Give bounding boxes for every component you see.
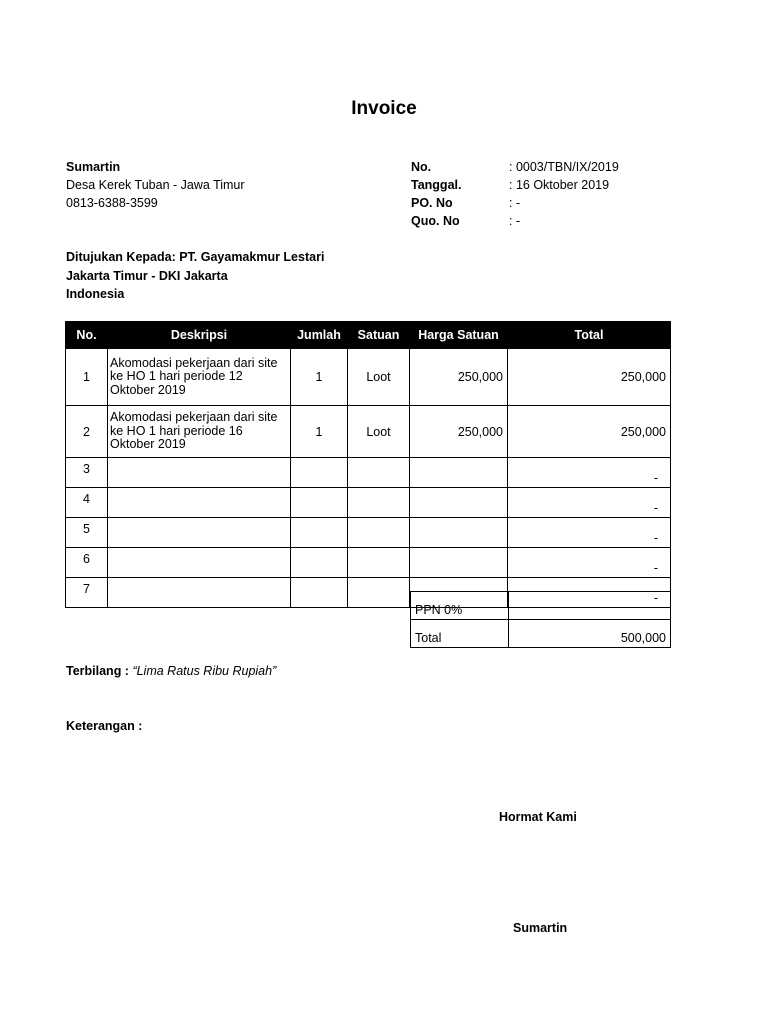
table-header-row [66, 322, 671, 349]
recipient-line-1: Ditujukan Kepada: PT. Gayamakmur Lestari [66, 250, 325, 264]
row-quantity [291, 578, 348, 608]
quo-number-value: : - [509, 214, 521, 228]
header-unit: Satuan [348, 322, 410, 349]
header-total: Total [508, 322, 671, 349]
row-unit-price [410, 548, 508, 578]
row-total: - [508, 518, 671, 548]
row-description [108, 548, 291, 578]
invoice-number-label: No. [411, 160, 432, 174]
row-unit [348, 578, 410, 608]
summary-table [410, 591, 671, 648]
row-number: 7 [66, 578, 108, 608]
total-row [411, 620, 671, 648]
row-number: 3 [66, 458, 108, 488]
row-unit: Loot [348, 349, 410, 406]
row-unit-price [410, 518, 508, 548]
row-number: 4 [66, 488, 108, 518]
row-unit-price: 250,000 [410, 349, 508, 406]
header-description: Deskripsi [108, 322, 291, 349]
row-quantity [291, 488, 348, 518]
row-quantity [291, 548, 348, 578]
total-value: 500,000 [509, 620, 671, 648]
po-number-label: PO. No [411, 196, 453, 210]
row-description: Akomodasi pekerjaan dari site ke HO 1 hari periode 12 Oktober 2019 [108, 349, 291, 406]
sender-name: Sumartin [66, 160, 121, 174]
row-unit [348, 548, 410, 578]
terbilang-value: “Lima Ratus Ribu Rupiah” [132, 664, 277, 678]
sender-phone: 0813-6388-3599 [66, 196, 158, 210]
table-row [66, 458, 671, 488]
row-unit-price [410, 458, 508, 488]
terbilang [66, 662, 276, 680]
invoice-number-value: : 0003/TBN/IX/2019 [509, 160, 619, 174]
row-quantity [291, 458, 348, 488]
total-label: Total [411, 620, 509, 648]
ppn-label: PPN 0% [411, 592, 509, 620]
table-row [66, 349, 671, 406]
terbilang-label: Terbilang : [66, 664, 133, 678]
table-row [66, 548, 671, 578]
row-description [108, 518, 291, 548]
table-row [66, 488, 671, 518]
row-total: 250,000 [508, 406, 671, 458]
row-description [108, 578, 291, 608]
row-total: 250,000 [508, 349, 671, 406]
row-quantity [291, 518, 348, 548]
row-unit [348, 458, 410, 488]
ppn-value [509, 592, 671, 620]
row-total: - [508, 488, 671, 518]
closing-greeting: Hormat Kami [499, 810, 577, 824]
header-quantity: Jumlah [291, 322, 348, 349]
row-description [108, 458, 291, 488]
invoice-date-label: Tanggal. [411, 178, 462, 192]
row-unit-price: 250,000 [410, 406, 508, 458]
ppn-row [411, 592, 671, 620]
row-unit: Loot [348, 406, 410, 458]
recipient-line-3: Indonesia [66, 287, 125, 301]
row-description: Akomodasi pekerjaan dari site ke HO 1 hari periode 16 Oktober 2019 [108, 406, 291, 458]
header-no: No. [66, 322, 108, 349]
signer-name: Sumartin [513, 921, 568, 935]
row-quantity: 1 [291, 406, 348, 458]
table-row [66, 518, 671, 548]
row-description [108, 488, 291, 518]
items-table [65, 321, 671, 608]
row-unit [348, 488, 410, 518]
row-number: 1 [66, 349, 108, 406]
row-number: 5 [66, 518, 108, 548]
row-total: - [508, 578, 671, 608]
invoice-date-value: : 16 Oktober 2019 [509, 178, 610, 192]
table-row [66, 406, 671, 458]
row-number: 2 [66, 406, 108, 458]
recipient-line-2: Jakarta Timur - DKI Jakarta [66, 269, 228, 283]
sender-address: Desa Kerek Tuban - Jawa Timur [66, 178, 245, 192]
row-number: 6 [66, 548, 108, 578]
header-unit-price: Harga Satuan [410, 322, 508, 349]
invoice-title: Invoice [351, 98, 417, 119]
po-number-value: : - [509, 196, 521, 210]
keterangan-label: Keterangan : [66, 719, 143, 733]
row-unit-price [410, 488, 508, 518]
quo-number-label: Quo. No [411, 214, 460, 228]
row-unit [348, 518, 410, 548]
row-quantity: 1 [291, 349, 348, 406]
row-total: - [508, 458, 671, 488]
row-total: - [508, 548, 671, 578]
